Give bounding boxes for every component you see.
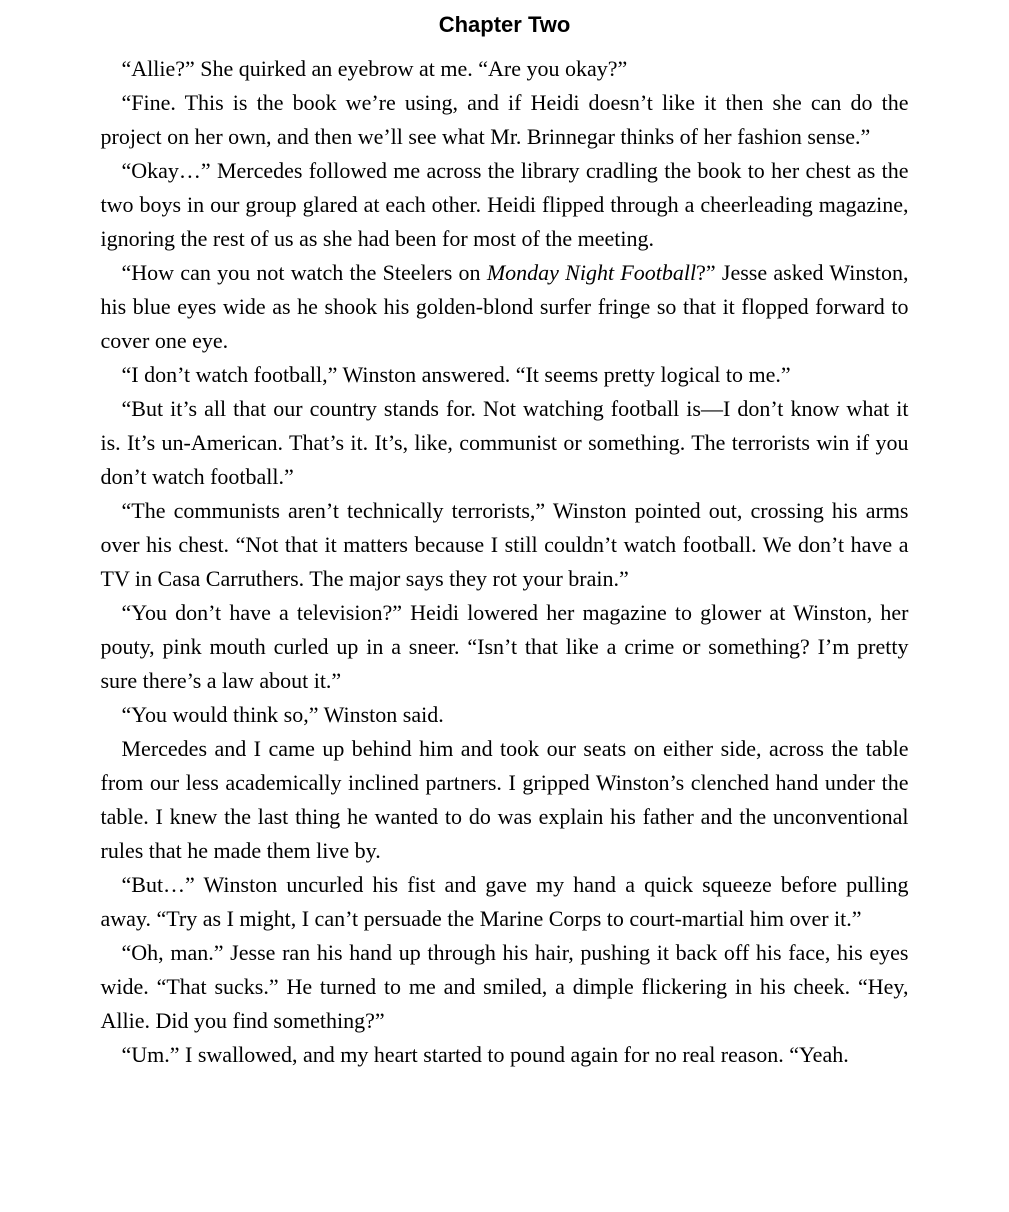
paragraph-text: “How can you not watch the Steelers on	[121, 260, 487, 285]
paragraph-text: “You would think so,” Winston said.	[121, 702, 444, 727]
paragraph-text: “Allie?” She quirked an eyebrow at me. “Are you okay?”	[121, 56, 628, 81]
paragraph-text: “Fine. This is the book we’re using, and if Heidi doesn’t like it then she can do the project on her own, and then we’ll see what Mr. Brinnegar thinks of her fashion sense.”	[100, 90, 909, 149]
paragraph	[101, 936, 909, 1038]
page-body-text	[101, 52, 909, 1072]
paragraph	[101, 732, 909, 868]
paragraph-text: “But…” Winston uncurled his fist and gave my hand a quick squeeze before pulling away. “Try as I might, I can’t persuade the Marine Corps to court-martial him over it.”	[100, 872, 909, 931]
paragraph-text: ?” Jesse asked Winston, his blue eyes wide as he shook his golden-blond surfer fringe so that it flopped forward to cover one eye.	[100, 260, 909, 353]
paragraph	[101, 698, 909, 732]
paragraph	[101, 358, 909, 392]
chapter-title: Chapter Two	[438, 12, 571, 37]
paragraph	[101, 256, 909, 358]
paragraph	[101, 154, 909, 256]
paragraph-text: “The communists aren’t technically terrorists,” Winston pointed out, crossing his arms over his chest. “Not that it matters because I still couldn’t watch football. We don’t have a TV in Casa Carruthers. The major says they rot your brain.”	[100, 498, 909, 591]
paragraph-text: “You don’t have a television?” Heidi lowered her magazine to glower at Winston, her pouty, pink mouth curled up in a sneer. “Isn’t that like a crime or something? I’m pretty sure there’s a law about it.”	[100, 600, 909, 693]
paragraph	[101, 494, 909, 596]
book-page	[101, 12, 909, 1072]
paragraph-text: “Oh, man.” Jesse ran his hand up through his hair, pushing it back off his face, his eyes wide. “That sucks.” He turned to me and smiled, a dimple flickering in his cheek. “Hey, Allie. Did you find something?”	[100, 940, 909, 1033]
paragraph-text: Mercedes and I came up behind him and took our seats on either side, across the table from our less academically inclined partners. I gripped Winston’s clenched hand under the table. I knew the last thing he wanted to do was explain his father and the unconventional rules that he made them live by.	[100, 736, 909, 863]
paragraph-text: “But it’s all that our country stands for. Not watching football is—I don’t know what it is. It’s un-American. That’s it. It’s, like, communist or something. The terrorists win if you don’t watch football.”	[100, 396, 909, 489]
paragraph-text: “Okay…” Mercedes followed me across the library cradling the book to her chest as the two boys in our group glared at each other. Heidi flipped through a cheerleading magazine, ignoring the rest of us as she had been for most of the meeting.	[100, 158, 909, 251]
paragraph	[101, 868, 909, 936]
italic-book-title: Monday Night Football	[486, 260, 697, 285]
paragraph-text: “I don’t watch football,” Winston answered. “It seems pretty logical to me.”	[121, 362, 791, 387]
paragraph	[101, 596, 909, 698]
paragraph	[101, 86, 909, 154]
paragraph-text: “Um.” I swallowed, and my heart started to pound again for no real reason. “Yeah.	[121, 1042, 849, 1067]
paragraph	[101, 1038, 909, 1072]
paragraph	[101, 52, 909, 86]
paragraph	[101, 392, 909, 494]
